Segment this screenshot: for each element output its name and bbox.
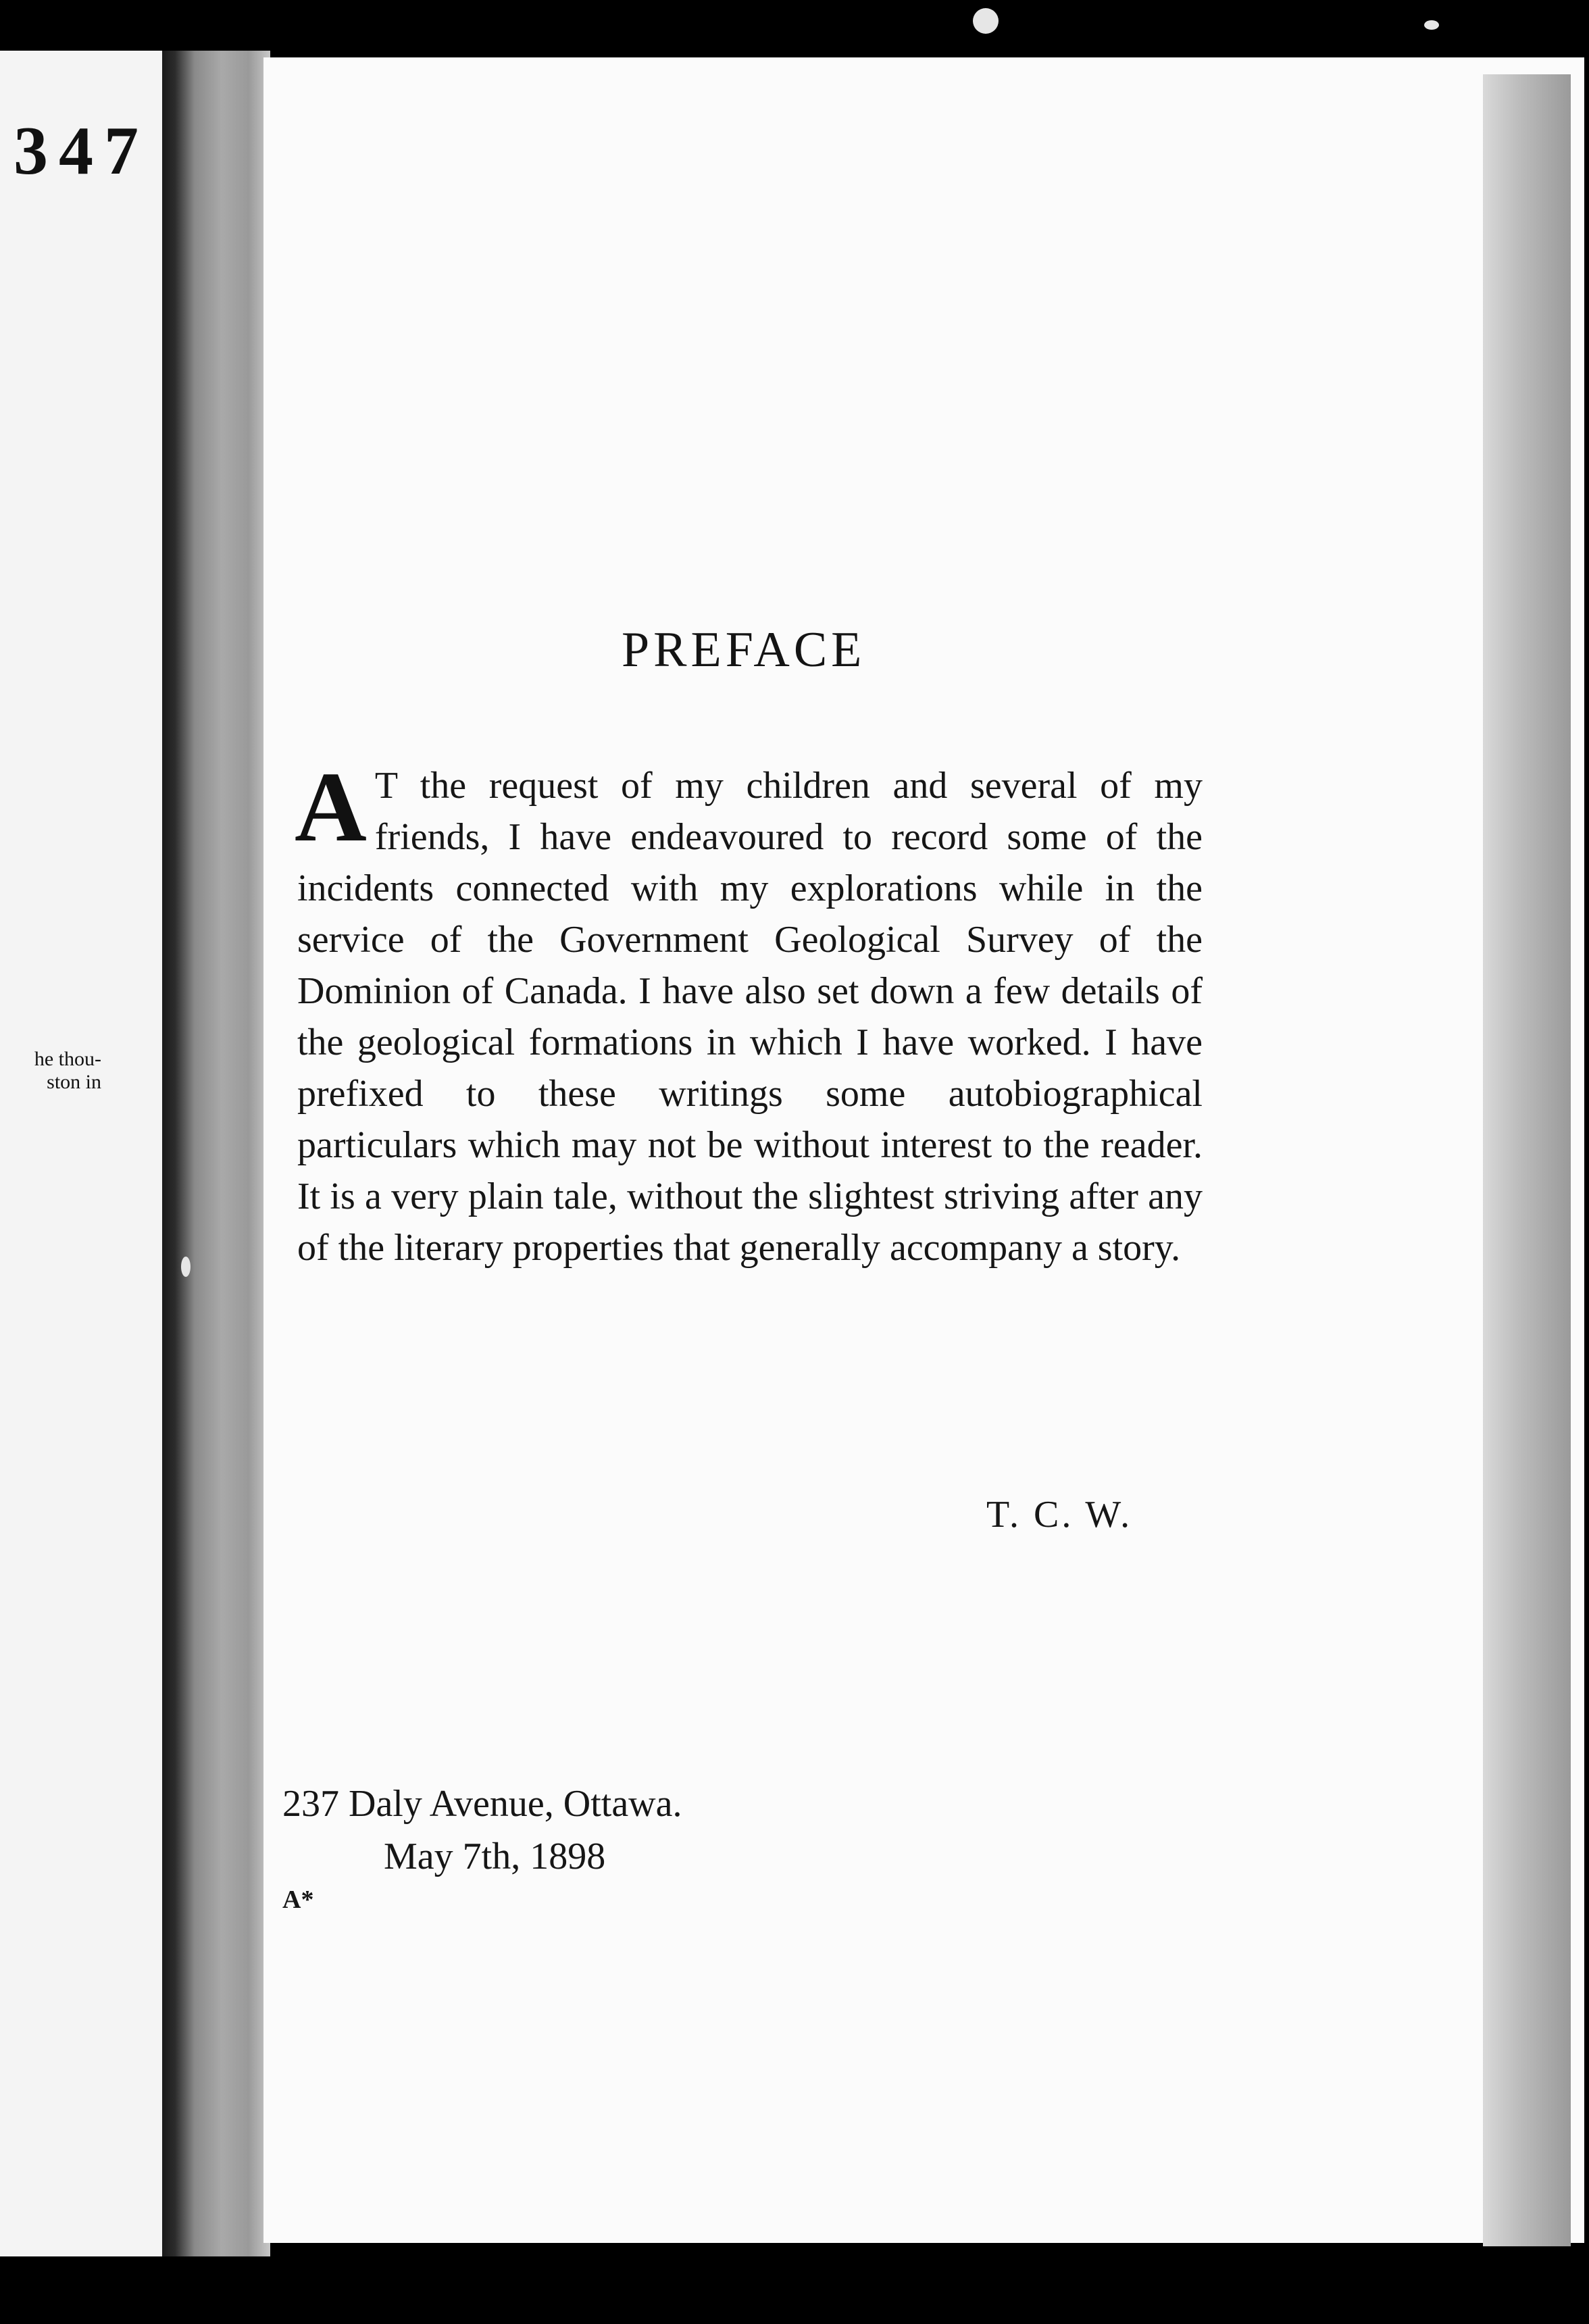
frame-number: 347: [14, 113, 149, 189]
preface-date: May 7th, 1898: [384, 1836, 606, 1877]
left-page: [0, 51, 162, 2256]
preface-body: [295, 752, 1203, 1273]
film-speck: [181, 1257, 191, 1277]
book-gutter: [162, 51, 270, 2256]
author-initials: T. C. W.: [986, 1494, 1133, 1536]
signature-mark: A*: [282, 1886, 314, 1914]
film-speck: [973, 8, 999, 34]
preface-paragraph: T the request of my children and several of my friends, I have endeavoured to record some of the incidents connected with my explorations while in the service of the Government Geological Survey of the Dominion of Canada. I have also set down a few details of the geological formations in which I have worked. I have prefixed to these writings some autobiographical particulars which may not be without interest to the reader. It is a very plain tale, without the slightest striving after any of the literary properties that generally accompany a story.: [297, 765, 1203, 1269]
snippet-line: ston in: [47, 1071, 101, 1093]
author-address: 237 Daly Avenue, Ottawa.: [282, 1783, 682, 1825]
page-title: PREFACE: [622, 622, 866, 678]
left-page-snippet: [0, 1048, 101, 1094]
drop-cap: A: [295, 752, 367, 863]
snippet-line: he thou-: [34, 1048, 101, 1070]
page-edge: [1483, 74, 1571, 2246]
film-speck: [1424, 20, 1439, 30]
